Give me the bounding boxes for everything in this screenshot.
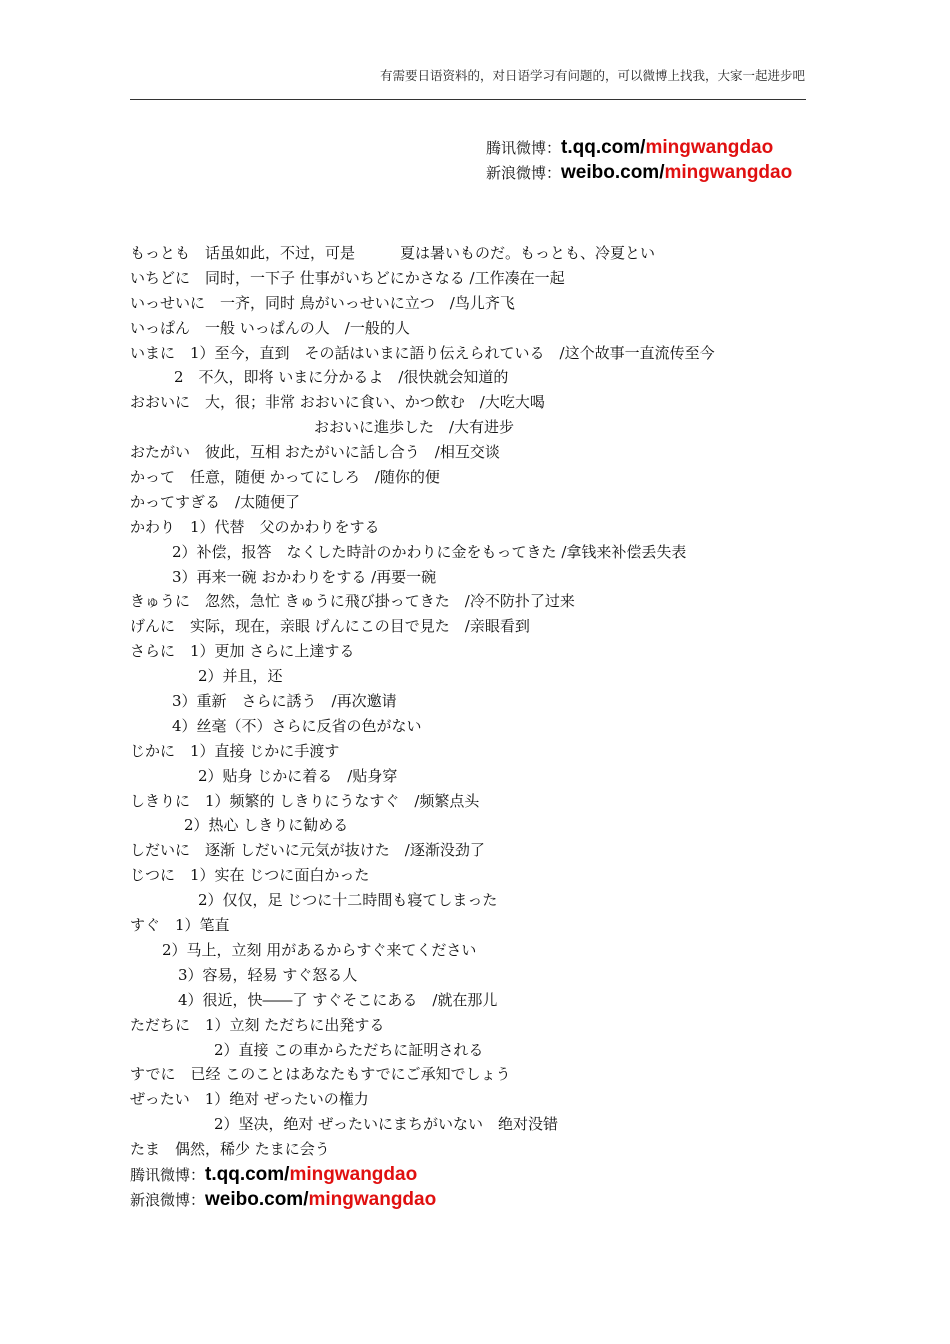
vocab-sense: 2）热心 しきりに勧める xyxy=(184,816,349,835)
vocab-sense: 3）再来一碗 おかわりをする /再要一碗 xyxy=(172,567,437,586)
vocab-entry: いまに 1）至今，直到 その話はいまに語り伝えられている /这个故事一直流传至今 xyxy=(130,343,715,362)
vocab-sense: 2）仅仅，足 じつに十二時間も寝てしまった xyxy=(198,891,498,910)
vocab-entry: かってすぎる /太随便了 xyxy=(130,492,301,511)
vocab-sense: 2）马上，立刻 用があるからすぐ来てください xyxy=(162,940,477,959)
vocab-sense: 2）直接 この車からただちに証明される xyxy=(214,1040,484,1059)
footer-tencent-weibo-line xyxy=(130,1162,715,1187)
vocab-entry: いっぱん 一般 いっぱんの人 /一般的人 xyxy=(130,318,410,337)
vocab-entry: かわり 1）代替 父のかわりをする xyxy=(130,517,380,536)
vocab-entry: いっせいに 一齐，同时 鳥がいっせいに立つ /鸟儿齐飞 xyxy=(130,293,515,312)
footer-sina-weibo-domain[interactable]: weibo.com/ xyxy=(205,1188,309,1210)
sina-weibo-line xyxy=(486,160,792,185)
vocab-entry: しきりに 1）频繁的 しきりにうなすぐ /频繁点头 xyxy=(130,791,480,810)
vocab-entry: きゅうに 忽然，急忙 きゅうに飛び掛ってきた /冷不防扑了过来 xyxy=(130,592,575,611)
vocab-entry: ぜったい 1）绝对 ぜったいの権力 xyxy=(130,1090,369,1109)
vocab-sense: 2）坚决，绝对 ぜったいにまちがいない 绝对没错 xyxy=(214,1115,559,1134)
tencent-weibo-line xyxy=(486,135,792,160)
vocab-entry: さらに 1）更加 さらに上達する xyxy=(130,642,355,661)
footer-sina-weibo-user[interactable]: mingwangdao xyxy=(308,1188,437,1210)
footer-sina-weibo-label: 新浪微博： xyxy=(130,1190,206,1209)
vocab-entry: しだいに 逐渐 しだいに元気が抜けた /逐渐没劲了 xyxy=(130,841,485,860)
vocab-sense: 3）重新 さらに誘う /再次邀请 xyxy=(172,692,397,711)
header-divider xyxy=(130,99,806,100)
footer-sina-weibo-line xyxy=(130,1187,715,1212)
header-note: 有需要日语资料的，对日语学习有问题的，可以微博上找我，大家一起进步吧 xyxy=(379,68,805,83)
tencent-weibo-domain[interactable]: t.qq.com/ xyxy=(561,137,646,158)
tencent-weibo-user[interactable]: mingwangdao xyxy=(645,137,774,158)
vocab-entry: いちどに 同时，一下子 仕事がいちどにかさなる /工作凑在一起 xyxy=(130,268,565,287)
footer-tencent-weibo-label: 腾讯微博： xyxy=(130,1165,206,1184)
vocab-sense: 4）很近，快――了 すぐそこにある /就在那儿 xyxy=(178,990,498,1009)
footer-tencent-weibo-user[interactable]: mingwangdao xyxy=(289,1163,418,1185)
sina-weibo-user[interactable]: mingwangdao xyxy=(664,162,793,183)
sina-weibo-domain[interactable]: weibo.com/ xyxy=(561,162,665,183)
vocab-sense: 3）容易，轻易 すぐ怒る人 xyxy=(178,965,358,984)
vocab-sense: 2）并且，还 xyxy=(198,667,283,686)
weibo-links-top xyxy=(486,135,792,185)
footer-tencent-weibo-domain[interactable]: t.qq.com/ xyxy=(205,1163,290,1185)
vocab-entry: おたがい 彼此，互相 おたがいに話し合う /相互交谈 xyxy=(130,443,500,462)
vocab-sense: 4）丝毫（不）さらに反省の色がない xyxy=(172,716,422,735)
sina-weibo-label: 新浪微博： xyxy=(486,164,562,182)
vocab-entry: おおいに 大，很；非常 おおいに食い、かつ飲む /大吃大喝 xyxy=(130,393,545,412)
tencent-weibo-label: 腾讯微博： xyxy=(486,139,562,157)
vocab-sense: 2）贴身 じかに着る /贴身穿 xyxy=(198,766,398,785)
vocab-entry: ただちに 1）立刻 ただちに出発する xyxy=(130,1015,385,1034)
vocab-entry: もっとも 话虽如此，不过，可是 夏は暑いものだ。もっとも、冷夏とい xyxy=(130,244,656,262)
vocab-entry: たま 偶然，稀少 たまに会う xyxy=(130,1140,330,1159)
vocab-sense: 2 不久，即将 いまに分かるよ /很快就会知道的 xyxy=(174,368,509,387)
vocabulary-list xyxy=(130,241,715,1212)
vocab-entry: じかに 1）直接 じかに手渡す xyxy=(130,741,340,760)
vocab-entry: すぐ 1）笔直 xyxy=(130,916,230,935)
vocab-example: おおいに進歩した /大有进步 xyxy=(314,418,515,437)
vocab-entry: げんに 实际，现在，亲眼 げんにこの目で見た /亲眼看到 xyxy=(130,617,530,636)
vocab-entry: すでに 已经 このことはあなたもすでにご承知でしょう xyxy=(130,1065,511,1084)
vocab-sense: 2）补偿，报答 なくした時計のかわりに金をもってきた /拿钱来补偿丢失表 xyxy=(172,542,687,561)
vocab-entry: じつに 1）实在 じつに面白かった xyxy=(130,866,370,885)
vocab-entry: かって 任意，随便 かってにしろ /随你的便 xyxy=(130,468,440,487)
